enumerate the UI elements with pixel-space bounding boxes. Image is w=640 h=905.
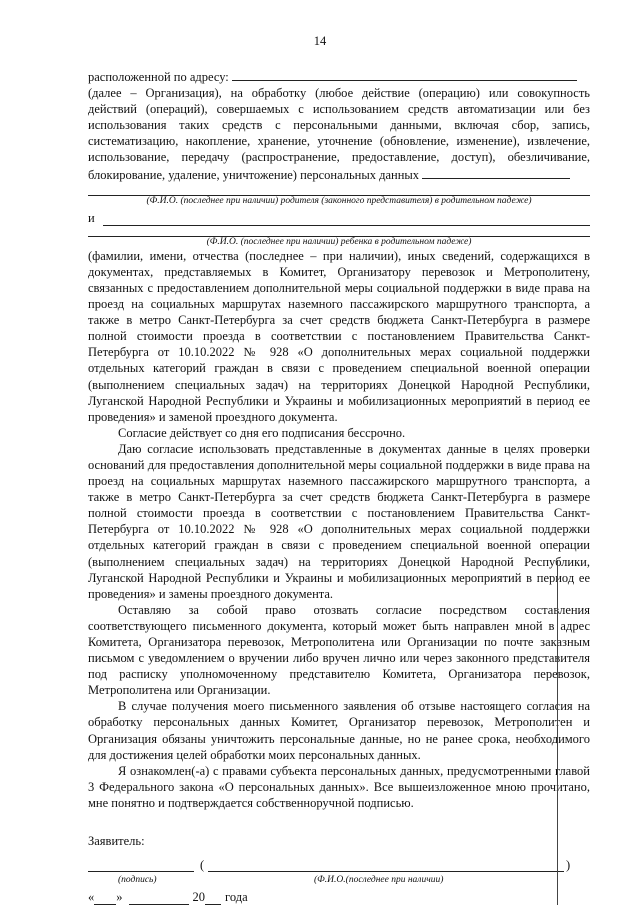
- acknowledgement-paragraph: Я ознакомлен(-а) с правами субъекта персональных данных, предусмотренными главой 3 Федерального закона «О персональных данных». Все вышеизложенное мною прочитано, мне понятно и подтверждается собственноручной подписью.: [88, 763, 590, 810]
- consent-body: [88, 68, 590, 905]
- scan-margin-line: [557, 560, 558, 905]
- child-name-caption: (Ф.И.О. (последнее при наличии) ребенка в родительном падеже): [206, 236, 472, 247]
- revocation-paragraph: Оставляю за собой право отозвать согласие посредством составления соответствующего письменного документа, который может быть направлен мной в адрес Комитета, Организатора перевозок, Метрополитена или Организации по почте заказным письмом с уведомлением о вручении либо вручен лично или через законного представителя под расписку уполномоченному представителю Комитета, Организатора перевозок, Метрополитена или Организации.: [88, 602, 590, 698]
- organization-paragraph: (далее – Организация), на обработку (любое действие (операцию) или совокупность действий (операций), совершаемых с использованием средств автоматизации или без использования таких средств с персональными данными, включая сбор, запись, систематизацию, накопление, хранение, уточнение (обновление, изменение), извлечение, использование, передачу (распространение, предоставление, доступ), обезличивание, блокирование, удаление, уничтожение) персональных данных: [88, 86, 590, 182]
- signature-blank[interactable]: [88, 859, 194, 872]
- date-row: « » 20 года: [88, 890, 248, 905]
- date-day-blank[interactable]: [94, 892, 116, 905]
- applicant-label: Заявитель:: [88, 834, 145, 849]
- page-number: 14: [313, 34, 327, 48]
- signature-captions: [88, 875, 590, 887]
- personal-data-blank[interactable]: [422, 166, 570, 179]
- date-month-blank[interactable]: [129, 892, 189, 905]
- address-blank[interactable]: [232, 68, 577, 81]
- child-name-blank[interactable]: [103, 213, 590, 226]
- validity-paragraph: Согласие действует со дня его подписания бессрочно.: [118, 425, 406, 440]
- name-caption: (Ф.И.О.(последнее при наличии): [314, 875, 444, 886]
- date-year-blank[interactable]: [205, 892, 221, 905]
- signature-row: ( ): [88, 857, 590, 875]
- parent-name-caption: (Ф.И.О. (последнее при наличии) родителя (законного представителя) в родительном падеже): [146, 195, 532, 206]
- address-line: расположенной по адресу:: [88, 68, 590, 85]
- withdrawal-paragraph: В случае получения моего письменного заявления об отзыве настоящего согласия на обработку персональных данных Комитет, Организатор перевозок, Метрополитен и Организация обязаны уничтожить персональные данные, но не ранее срока, необходимого для достижения целей обработки моих персональных данных.: [88, 699, 590, 762]
- signature-caption: (подпись): [118, 875, 157, 886]
- child-name-row: и: [88, 210, 590, 226]
- applicant-name-blank[interactable]: [208, 859, 564, 872]
- consent-paragraph: Даю согласие использовать представленные в документах данные в целях проверки оснований для предоставления дополнительной меры социальной поддержки в виде права на проезд на социальных маршрутах наземного пассажирского маршрутного транспорта, а также в метро Санкт-Петербурга за счет средств бюджета Санкт-Петербурга в размере полной стоимости проезда в соответствии с постановлением Правительства Санкт-Петербурга от 10.10.2022 № 928 «О дополнительных мерах социальной поддержки отдельных категорий граждан в связи с проведением специальной военной операции (выполнением специальных задач) на территориях Донецкой Народной Республики, Луганской Народной Республики и Украины и мобилизационных мероприятий в период ее проведения» и замены проездного документа.: [88, 441, 590, 601]
- data-paragraph: (фамилии, имени, отчества (последнее – при наличии), иных сведений, содержащихся в документах, представляемых в Комитет, Организатору перевозок и Метрополитену, связанных с предоставлением дополнительной меры социальной поддержки в виде права на проезд на социальных маршрутах наземного пассажирского маршрутного транспорта, а также в метро Санкт-Петербурга за счет средств бюджета Санкт-Петербурга в размере полной стоимости проезда в соответствии с постановлением Правительства Санкт-Петербурга от 10.10.2022 № 928 «О дополнительных мерах социальной поддержки отдельных категорий граждан в связи с проведением специальной военной операции (выполнением специальных задач) на территориях Донецкой Народной Республики, Луганской Народной Республики и Украины и мобилизационных мероприятий в период ее проведения» и заменой проездного документа.: [88, 248, 590, 424]
